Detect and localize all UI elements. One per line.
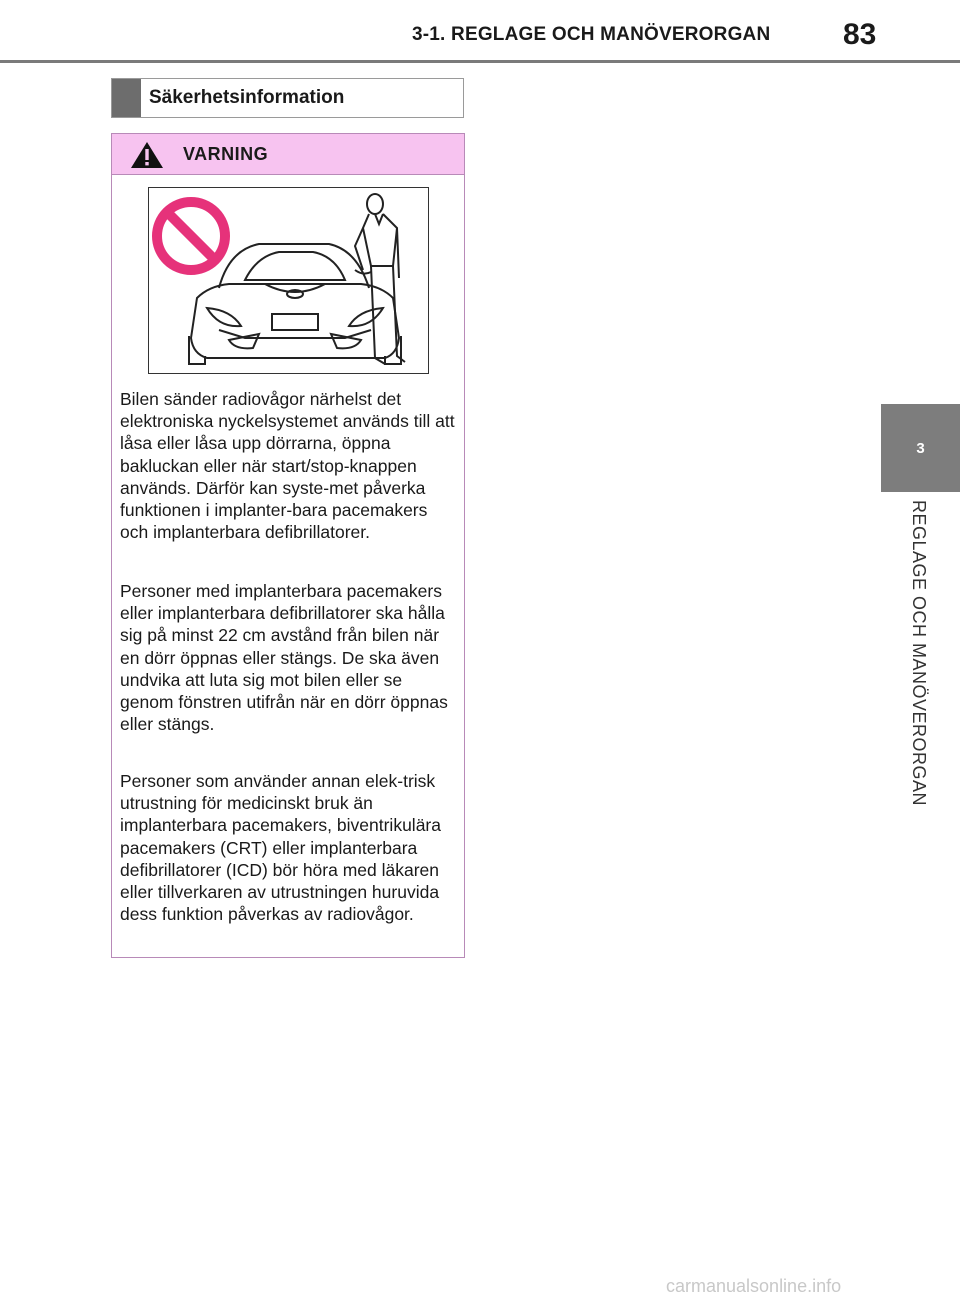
section-heading-title: Säkerhetsinformation <box>149 87 345 108</box>
warning-paragraph: Personer som använder annan elek-trisk utrustning för medicinskt bruk än implanterbara pacemakers, biventrikulära pacemakers (CRT) eller implanterbara defibrillatorer (ICD) bör höra med läkaren eller tillverkaren av utrustningen huruvida dess funktion påverkas av radiovågor. <box>120 771 441 925</box>
section-heading-bar <box>112 79 141 117</box>
page-header-title: 3-1. REGLAGE OCH MANÖVERORGAN <box>412 24 771 45</box>
prohibition-icon <box>157 202 225 270</box>
warning-paragraph: Bilen sänder radiovågor närhelst det elektroniska nyckelsystemet används till att låsa eller låsa upp dörrarna, öppna bakluckan eller när start/stop-knappen används. Därför kan syste-met påverka funktionen i implanter-bara pacemakers och implanterbara defibrillatorer. <box>120 389 455 543</box>
footer-watermark: carmanualsonline.info <box>666 1276 842 1296</box>
warning-box <box>111 133 465 958</box>
header-divider <box>0 60 960 63</box>
chapter-side-label: REGLAGE OCH MANÖVERORGAN <box>909 500 929 807</box>
person-drawing <box>355 194 405 364</box>
warning-header <box>112 134 464 175</box>
warning-label: VARNING <box>183 144 269 164</box>
chapter-number: 3 <box>916 439 925 457</box>
warning-illustration <box>148 187 429 374</box>
warning-paragraph: Personer med implanterbara pacemakers eller implanterbara defibrillatorer ska hålla sig på minst 22 cm avstånd från bilen när en dörr öppnas eller stängs. De ska även undvika att luta sig mot bilen eller se genom fönstren utifrån när en dörr öppnas eller stängs. <box>120 581 448 735</box>
page-number: 83 <box>843 18 877 51</box>
section-heading-box <box>111 78 464 118</box>
chapter-tab <box>881 404 960 492</box>
warning-triangle-icon <box>130 141 164 169</box>
